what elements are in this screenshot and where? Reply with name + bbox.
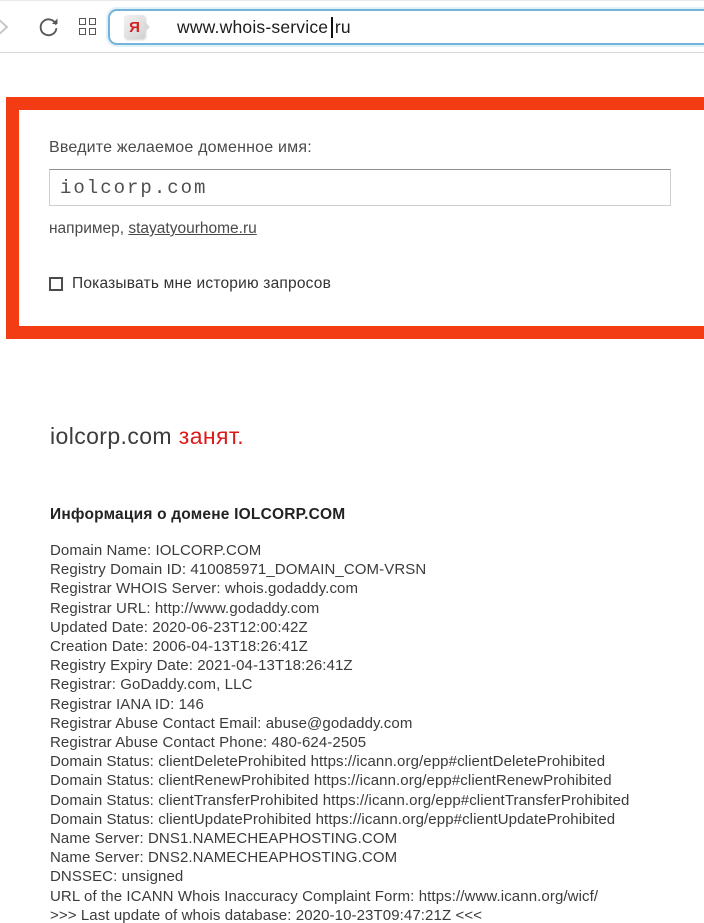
whois-line: Registrar URL: http://www.godaddy.com <box>50 599 320 617</box>
forward-icon[interactable] <box>0 16 11 38</box>
domain-search-panel <box>6 97 704 339</box>
tabs-grid-icon[interactable] <box>79 18 97 36</box>
whois-line: Registry Domain ID: 410085971_DOMAIN_COM-VRSN <box>50 561 427 579</box>
whois-line: Registrar IANA ID: 146 <box>50 695 204 713</box>
whois-line: URL of the ICANN Whois Inaccuracy Complaint Form: https://www.icann.org/wicf/ <box>50 887 599 905</box>
whois-line: Registrar WHOIS Server: whois.godaddy.com <box>50 580 359 598</box>
whois-line: Registry Expiry Date: 2021-04-13T18:26:41Z <box>50 657 353 675</box>
tabs-grid-square <box>79 18 86 25</box>
domain-name-text: iolcorp.com <box>50 423 172 449</box>
whois-line: Domain Status: clientUpdateProhibited https://icann.org/epp#clientUpdateProhibited <box>50 810 616 828</box>
whois-line: Updated Date: 2020-06-23T12:00:42Z <box>50 618 308 636</box>
whois-line: Registrar Abuse Contact Email: abuse@godaddy.com <box>50 714 413 732</box>
example-hint-prefix: например, <box>49 220 129 237</box>
domain-info-heading: Информация о домене IOLCORP.COM <box>50 506 346 523</box>
whois-line: >>> Last update of whois database: 2020-10-23T09:47:21Z <<< <box>50 906 483 923</box>
domain-busy-text: занят. <box>178 423 245 449</box>
show-history-checkbox[interactable] <box>49 277 63 291</box>
yandex-favicon-icon: Я <box>124 15 145 39</box>
whois-line: Registrar: GoDaddy.com, LLC <box>50 676 253 694</box>
url-segment-after-caret: ru <box>334 16 351 37</box>
example-domain-link[interactable]: stayatyourhome.ru <box>128 220 257 237</box>
url-segment-before-caret: www.whois-service <box>177 16 329 37</box>
whois-line: Domain Status: clientDeleteProhibited https://icann.org/epp#clientDeleteProhibited <box>50 753 606 771</box>
domain-input-label: Введите желаемое доменное имя: <box>49 139 312 156</box>
whois-line: Name Server: DNS1.NAMECHEAPHOSTING.COM <box>50 830 398 848</box>
whois-line: DNSSEC: unsigned <box>50 868 184 886</box>
domain-input[interactable] <box>49 169 671 206</box>
example-hint <box>49 220 671 238</box>
tabs-grid-square <box>89 18 96 25</box>
whois-line: Name Server: DNS2.NAMECHEAPHOSTING.COM <box>50 849 398 867</box>
whois-line: Domain Status: clientRenewProhibited https://icann.org/epp#clientRenewProhibited <box>50 772 612 790</box>
whois-line: Domain Name: IOLCORP.COM <box>50 542 262 559</box>
whois-line: Registrar Abuse Contact Phone: 480-624-2505 <box>50 734 367 752</box>
whois-result-section <box>0 423 704 923</box>
domain-status-heading <box>50 423 704 450</box>
whois-record <box>50 541 704 923</box>
address-bar[interactable] <box>108 9 704 45</box>
tabs-grid-square <box>89 28 96 35</box>
whois-line: Creation Date: 2006-04-13T18:26:41Z <box>50 638 308 656</box>
history-option-row <box>49 275 671 293</box>
tabs-grid-square <box>79 28 86 35</box>
show-history-label: Показывать мне историю запросов <box>72 275 332 292</box>
refresh-icon[interactable] <box>36 14 61 39</box>
url-text[interactable] <box>177 17 351 38</box>
browser-toolbar <box>0 0 704 53</box>
whois-line: Domain Status: clientTransferProhibited https://icann.org/epp#clientTransferProhibited <box>50 791 630 809</box>
text-caret <box>331 17 333 38</box>
